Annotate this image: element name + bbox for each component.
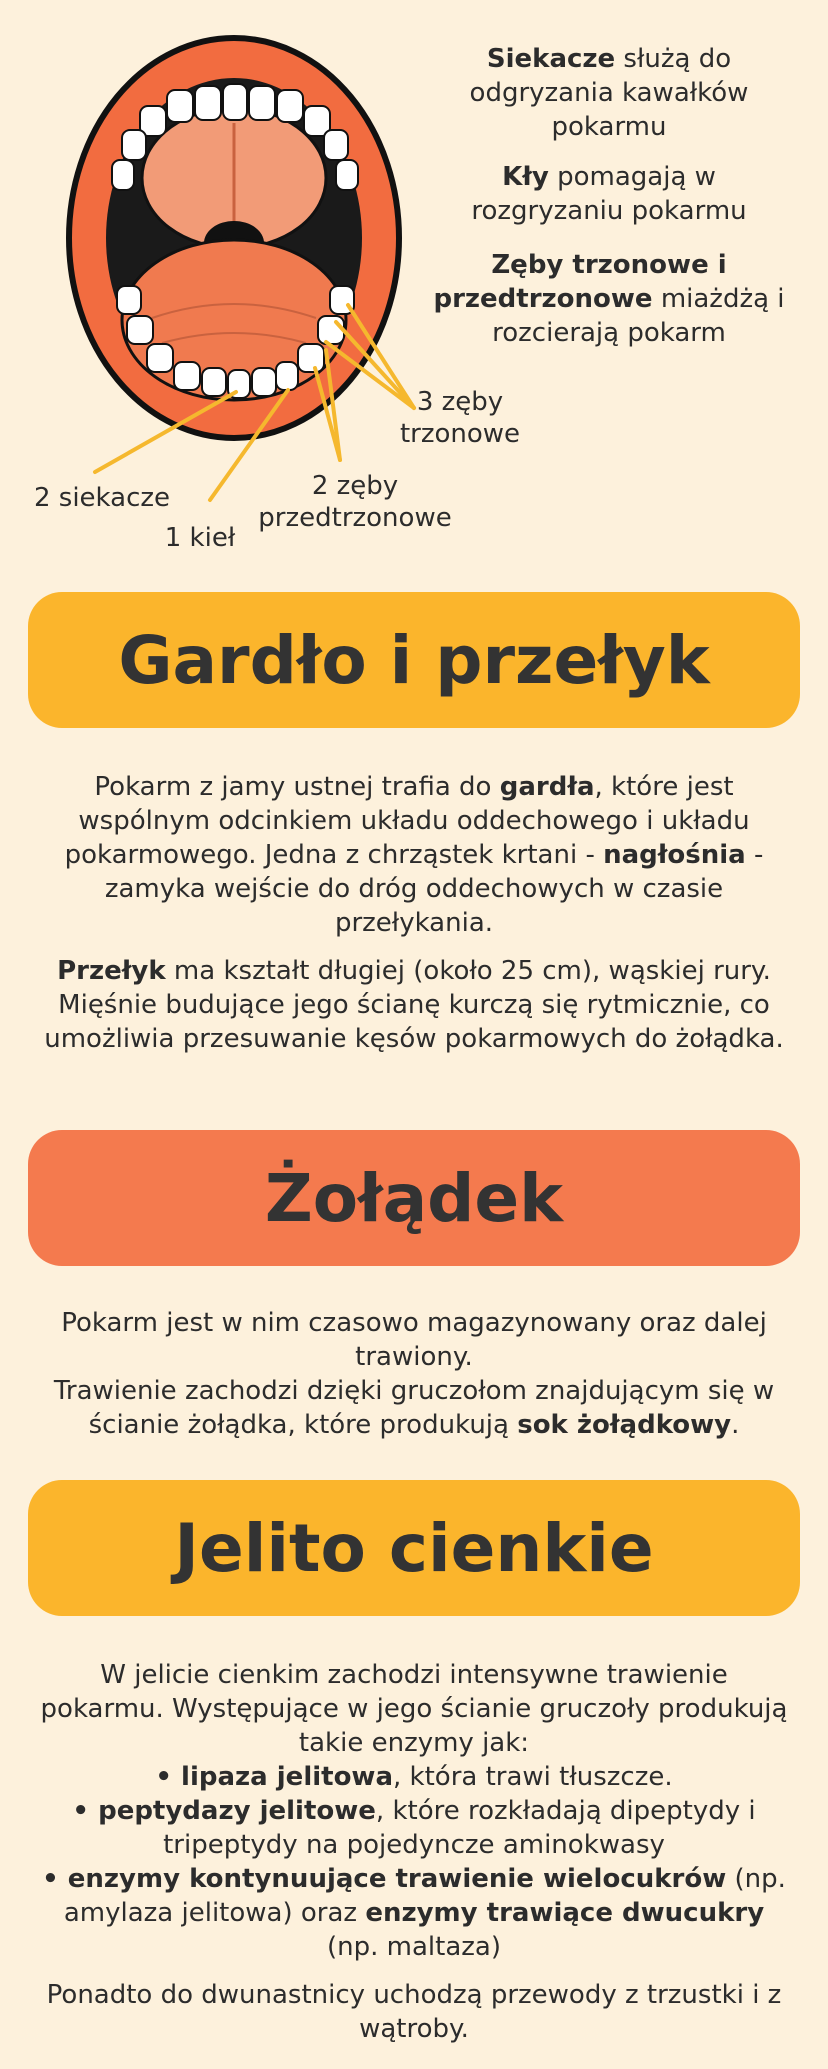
label-premolars: 2 zęby przedtrzonowe xyxy=(258,471,452,533)
stomach-term-gastric-juice: sok żołądkowy xyxy=(517,1410,732,1440)
bullet-3-term-2: enzymy trawiące dwucukry xyxy=(365,1898,765,1928)
canines-term: Kły xyxy=(502,162,549,192)
bullet-1-text: , która trawi tłuszcze. xyxy=(393,1762,673,1792)
stomach-line-1: Pokarm jest w nim czasowo magazynowany oraz dalej trawiony. xyxy=(61,1308,767,1372)
bullet-2-term: • peptydazy jelitowe xyxy=(72,1796,376,1826)
intestine-banner xyxy=(28,1480,800,1616)
molars-text: miażdżą i rozcierają pokarm xyxy=(492,284,785,348)
throat-banner xyxy=(28,592,800,728)
throat-paragraph-2 xyxy=(40,954,788,1056)
stomach-line-2-a: Trawienie zachodzi dzięki gruczołom znajdującym się w ścianie żołądka, które produkują xyxy=(53,1376,775,1440)
throat-p2-term-esophagus: Przełyk xyxy=(57,956,166,986)
throat-title: Gardło i przełyk xyxy=(118,621,710,699)
throat-paragraph-1 xyxy=(40,770,788,940)
intestine-intro: W jelicie cienkim zachodzi intensywne trawienie pokarmu. Występujące w jego ścianie gruczoły produkują takie enzymy jak: xyxy=(40,1660,788,1758)
molars-term: Zęby trzonowe i przedtrzonowe xyxy=(433,250,727,314)
intestine-text xyxy=(40,1658,788,2046)
incisors-text: służą do odgryzania kawałków pokarmu xyxy=(469,44,749,142)
bullet-3-term-1: • enzymy kontynuujące trawienie wielocukrów xyxy=(42,1864,727,1894)
throat-p1-term-epiglottis: nagłośnia xyxy=(603,840,746,870)
intestine-outro: Ponadto do dwunastnicy uchodzą przewody z trzustki i z wątroby. xyxy=(46,1980,782,2044)
canines-description xyxy=(432,160,786,228)
stomach-text xyxy=(40,1306,788,1442)
throat-text xyxy=(40,770,788,1056)
label-incisors: 2 siekacze xyxy=(33,483,171,513)
intestine-bullet-1 xyxy=(40,1760,788,1794)
throat-p1-a: Pokarm z jamy ustnej trafia do xyxy=(94,772,500,802)
stomach-banner xyxy=(28,1130,800,1266)
incisors-description xyxy=(432,42,786,144)
bullet-3-end: (np. maltaza) xyxy=(327,1932,501,1962)
throat-p1-term-throat: gardła xyxy=(499,772,595,802)
bullet-1-term: • lipaza jelitowa xyxy=(155,1762,393,1792)
stomach-line-2-c: . xyxy=(731,1410,740,1440)
label-molars: 3 zęby trzonowe xyxy=(399,387,521,449)
intestine-bullet-2 xyxy=(40,1794,788,1862)
bullet-2-text: , które rozkładają dipeptydy i tripeptydy na pojedyncze aminokwasy xyxy=(163,1796,756,1860)
intestine-bullet-3 xyxy=(40,1862,788,1964)
canines-text: pomagają w rozgryzaniu pokarmu xyxy=(471,162,747,226)
throat-p1-c: , które jest wspólnym odcinkiem układu oddechowego i układu pokarmowego. Jedna z chrząstek krtani - xyxy=(64,772,750,870)
stomach-line-2 xyxy=(40,1374,788,1442)
stomach-title: Żołądek xyxy=(264,1159,564,1237)
intestine-title: Jelito cienkie xyxy=(174,1509,654,1587)
label-canine: 1 kieł xyxy=(164,523,236,553)
incisors-term: Siekacze xyxy=(486,44,616,74)
molars-description xyxy=(432,248,786,350)
throat-p2-rest: ma kształt długiej (około 25 cm), wąskiej rury. Mięśnie budujące jego ścianę kurczą się rytmicznie, co umożliwia przesuwanie kęsów pokarmowych do żołądka. xyxy=(44,956,784,1054)
throat-p1-d: - zamyka wejście do dróg oddechowych w czasie przełykania. xyxy=(104,840,764,938)
bullet-3-mid: (np. amylaza jelitowa) oraz xyxy=(63,1864,786,1928)
